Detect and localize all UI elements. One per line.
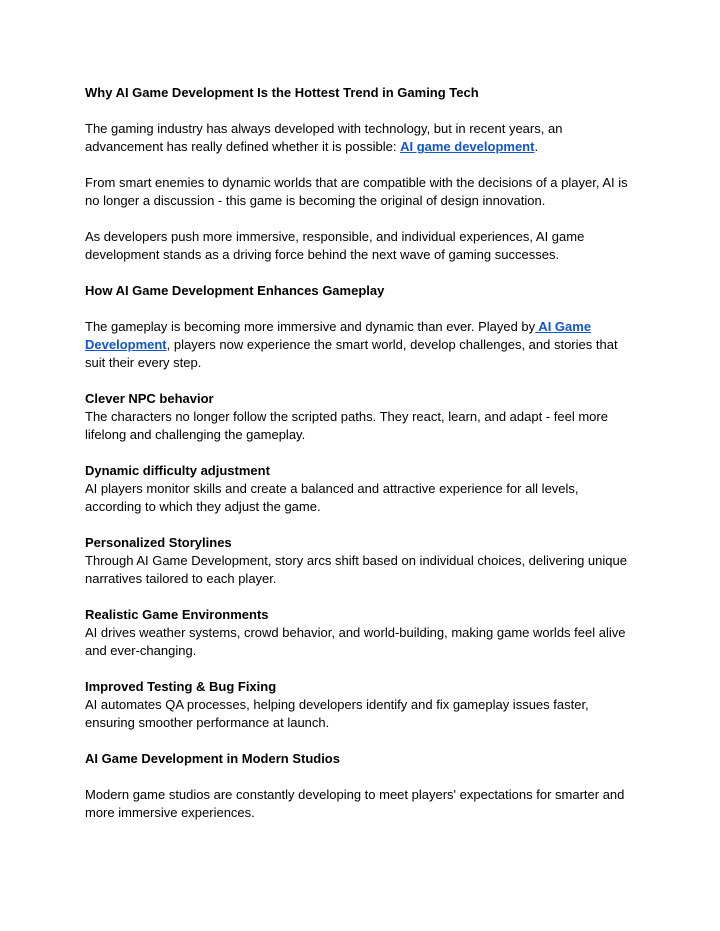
intro-text-after: . (534, 139, 539, 154)
feature-title: Personalized Storylines (85, 535, 232, 550)
gameplay-text-after: , players now experience the smart world, develop challenges, and stories that suit their every step. (85, 337, 618, 370)
feature-text: AI automates QA processes, helping developers identify and fix gameplay issues faster, ensuring smoother performance at launch. (85, 697, 589, 730)
gameplay-text-before: The gameplay is becoming more immersive and dynamic than ever. Played by (85, 319, 536, 334)
feature-title: Dynamic difficulty adjustment (85, 463, 270, 478)
feature-difficulty (85, 462, 636, 516)
ai-game-development-link-2[interactable]: AI Game Development (85, 319, 592, 352)
feature-testing (85, 678, 636, 732)
feature-storylines (85, 534, 636, 588)
feature-npc (85, 390, 636, 444)
section-heading-studios: AI Game Development in Modern Studios (85, 751, 340, 766)
feature-text: Through AI Game Development, story arcs shift based on individual choices, delivering unique narratives tailored to each player. (85, 553, 627, 586)
intro-text-before: The gaming industry has always developed with technology, but in recent years, an advancement has really defined whether it is possible: (85, 121, 563, 154)
section-heading-gameplay: How AI Game Development Enhances Gameplay (85, 283, 385, 298)
feature-text: AI drives weather systems, crowd behavior, and world-building, making game worlds feel alive and ever-changing. (85, 625, 626, 658)
studios-paragraph: Modern game studios are constantly developing to meet players' expectations for smarter and more immersive experiences. (85, 787, 625, 820)
feature-text: AI players monitor skills and create a balanced and attractive experience for all levels, according to which they adjust the game. (85, 481, 579, 514)
feature-title: Improved Testing & Bug Fixing (85, 679, 277, 694)
gameplay-paragraph (85, 318, 636, 372)
intro-paragraph-1 (85, 120, 636, 156)
feature-title: Clever NPC behavior (85, 391, 214, 406)
feature-environments (85, 606, 636, 660)
intro-paragraph-3: As developers push more immersive, responsible, and individual experiences, AI game development stands as a driving force behind the next wave of gaming successes. (85, 229, 585, 262)
intro-paragraph-2: From smart enemies to dynamic worlds that are compatible with the decisions of a player, AI is no longer a discussion - this game is becoming the original of design innovation. (85, 175, 628, 208)
feature-text: The characters no longer follow the scripted paths. They react, learn, and adapt - feel more lifelong and challenging the gameplay. (85, 409, 608, 442)
feature-title: Realistic Game Environments (85, 607, 269, 622)
ai-game-development-link[interactable]: AI game development (400, 139, 535, 154)
document-title: Why AI Game Development Is the Hottest Trend in Gaming Tech (85, 85, 479, 100)
